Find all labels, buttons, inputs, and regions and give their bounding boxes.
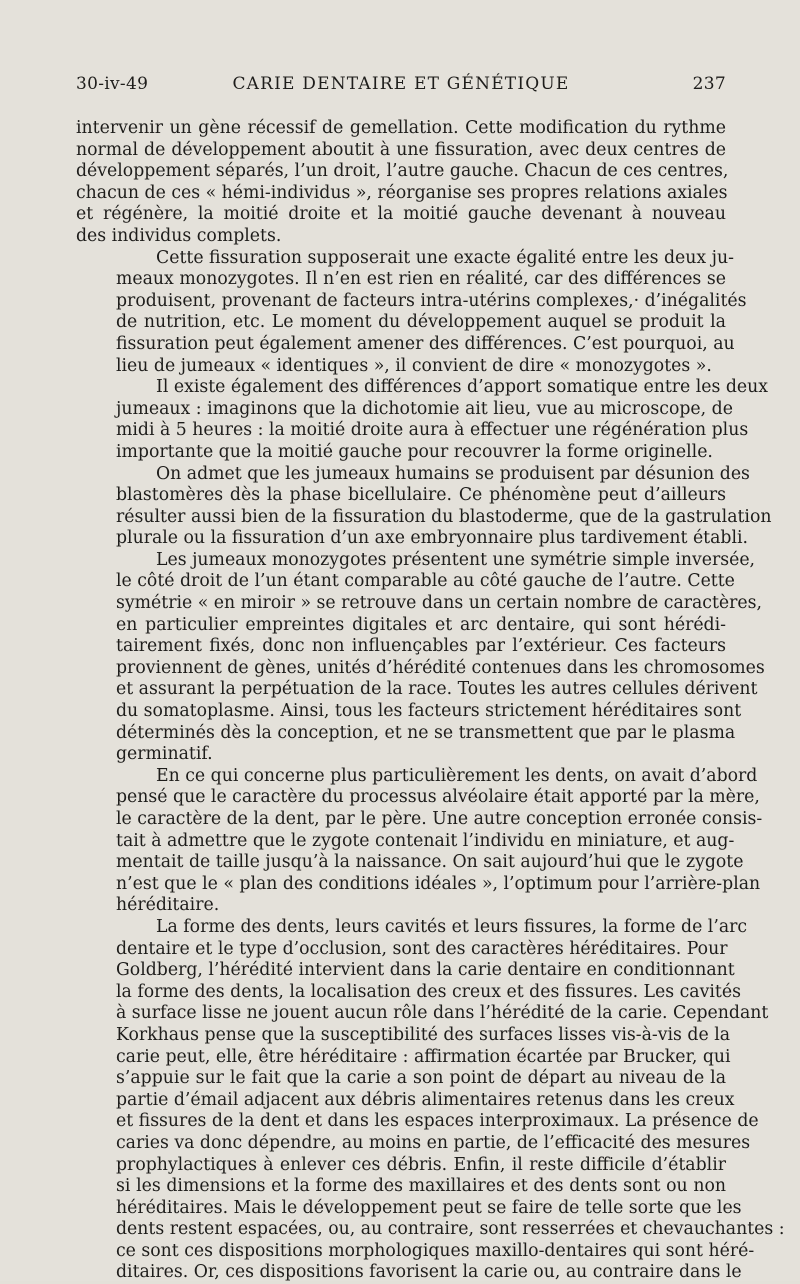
text-line: intervenir un gène récessif de gemellation. Cette modification du rythme — [76, 118, 726, 138]
paragraph — [76, 765, 763, 917]
text-line: carie peut, elle, être héréditaire : affirmation écartée par Brucker, qui — [116, 1046, 731, 1067]
text-line: Goldberg, l’hérédité intervient dans la carie dentaire en conditionnant — [116, 960, 735, 981]
running-title: CARIE DENTAIRE ET GÉNÉTIQUE — [232, 74, 570, 94]
text-line: produisent, provenant de facteurs intra-utérins complexes,· d’inégalités — [116, 290, 747, 311]
paragraph — [76, 377, 769, 463]
text-line: et assurant la perpétuation de la race. Toutes les autres cellules dérivent — [116, 679, 758, 700]
text-line: plurale ou la fissuration d’un axe embryonnaire plus tardivement établi. — [116, 528, 749, 549]
text-line: La forme des dents, leurs cavités et leurs fissures, la forme de l’arc — [156, 916, 748, 937]
text-line: de nutrition, etc. Le moment du développement auquel se produit la — [116, 312, 726, 333]
text-line: normal de développement aboutit à une fissuration, avec deux centres de — [76, 139, 726, 160]
text-line: du somatoplasme. Ainsi, tous les facteurs strictement héréditaires sont — [116, 701, 742, 722]
text-line: mentait de taille jusqu’à la naissance. On sait aujourd’hui que le zygote — [116, 852, 744, 873]
text-line: tait à admettre que le zygote contenait l’individu en miniature, et aug- — [116, 830, 735, 851]
paragraph — [76, 916, 785, 1284]
issue-date: 30-iv-49 — [76, 74, 149, 94]
text-line: n’est que le « plan des conditions idéales », l’optimum pour l’arrière-plan — [116, 873, 761, 894]
text-line: germinatif. — [116, 744, 213, 765]
text-line: et régénère, la moitié droite et la moitié gauche devenant à nouveau — [76, 204, 726, 225]
text-line: ce sont ces dispositions morphologiques maxillo-dentaires qui sont héré- — [116, 1240, 755, 1261]
paragraph — [76, 463, 772, 550]
body-text — [76, 118, 785, 1284]
text-line: à surface lisse ne jouent aucun rôle dans l’hérédité de la carie. Cependant — [116, 1003, 769, 1024]
running-header — [76, 74, 726, 98]
text-line: partie d’émail adjacent aux débris alimentaires retenus dans les creux — [116, 1089, 735, 1110]
text-line: déterminés dès la conception, et ne se transmettent que par le plasma — [116, 722, 736, 743]
paragraph — [76, 549, 765, 766]
text-line: jumeaux : imaginons que la dichotomie ait lieu, vue au microscope, de — [116, 398, 733, 419]
text-line: Korkhaus pense que la susceptibilité des surfaces lisses vis-à-vis de la — [116, 1024, 731, 1045]
text-line: si les dimensions et la forme des maxillaires et des dents sont ou non — [116, 1176, 726, 1197]
paragraph — [76, 118, 729, 248]
text-line: le côté droit de l’un étant comparable au côté gauche de l’autre. Cette — [116, 571, 735, 592]
text-line: développement séparés, l’un droit, l’autre gauche. Chacun de ces centres, — [76, 161, 729, 182]
text-line: proviennent de gènes, unités d’hérédité contenues dans les chromosomes — [116, 657, 765, 678]
text-line: en particulier empreintes digitales et arc dentaire, qui sont hérédi- — [116, 614, 726, 635]
text-line: des individus complets. — [76, 225, 282, 246]
text-line: Les jumeaux monozygotes présentent une symétrie simple inversée, — [156, 549, 756, 570]
text-line: blastomères dès la phase bicellulaire. Ce phénomène peut d’ailleurs — [116, 485, 726, 506]
text-line: pensé que le caractère du processus alvéolaire était apporté par la mère, — [116, 787, 760, 808]
text-line: On admet que les jumeaux humains se produisent par désunion des — [156, 463, 750, 484]
text-line: meaux monozygotes. Il n’en est rien en réalité, car des différences se — [116, 269, 726, 290]
text-line: le caractère de la dent, par le père. Une autre conception erronée consis- — [116, 809, 763, 829]
text-line: lieu de jumeaux « identiques », il convient de dire « monozygotes ». — [116, 355, 712, 376]
text-line: importante que la moitié gauche pour recouvrer la forme originelle. — [116, 441, 713, 462]
page-number: 237 — [692, 74, 726, 94]
text-line: chacun de ces « hémi-individus », réorganise ses propres relations axiales — [76, 182, 728, 203]
text-line: tairement fixés, donc non influençables par l’extérieur. Ces facteurs — [116, 636, 726, 657]
text-line: En ce qui concerne plus particulièrement les dents, on avait d’abord — [156, 765, 758, 786]
text-line: dents restent espacées, ou, au contraire, sont resserrées et chevauchantes : — [116, 1219, 785, 1240]
text-line: midi à 5 heures : la moitié droite aura à effectuer une régénération plus — [116, 420, 749, 441]
text-line: ditaires. Or, ces dispositions favorisent la carie ou, au contraire dans le — [116, 1262, 742, 1283]
text-line: Cette fissuration supposerait une exacte égalité entre les deux ju- — [156, 247, 734, 268]
text-line: résulter aussi bien de la fissuration du blastoderme, que de la gastrulation — [116, 506, 772, 527]
text-line: et fissures de la dent et dans les espaces interproximaux. La présence de — [116, 1111, 759, 1132]
text-line: s’appuie sur le fait que la carie a son point de départ au niveau de la — [116, 1068, 726, 1089]
text-line: caries va donc dépendre, au moins en partie, de l’efficacité des mesures — [116, 1132, 751, 1153]
text-line: héréditaire. — [116, 895, 220, 916]
text-line: Il existe également des différences d’apport somatique entre les deux — [156, 377, 769, 398]
text-line: dentaire et le type d’occlusion, sont des caractères héréditaires. Pour — [116, 938, 728, 959]
text-line: fissuration peut également amener des différences. C’est pourquoi, au — [116, 333, 735, 354]
text-line: la forme des dents, la localisation des creux et des fissures. Les cavités — [116, 981, 741, 1002]
text-line: héréditaires. Mais le développement peut se faire de telle sorte que les — [116, 1197, 742, 1218]
paragraph — [76, 247, 747, 378]
text-line: symétrie « en miroir » se retrouve dans un certain nombre de caractères, — [116, 593, 763, 614]
text-line: prophylactiques à enlever ces débris. Enfin, il reste difficile d’établir — [116, 1154, 726, 1175]
